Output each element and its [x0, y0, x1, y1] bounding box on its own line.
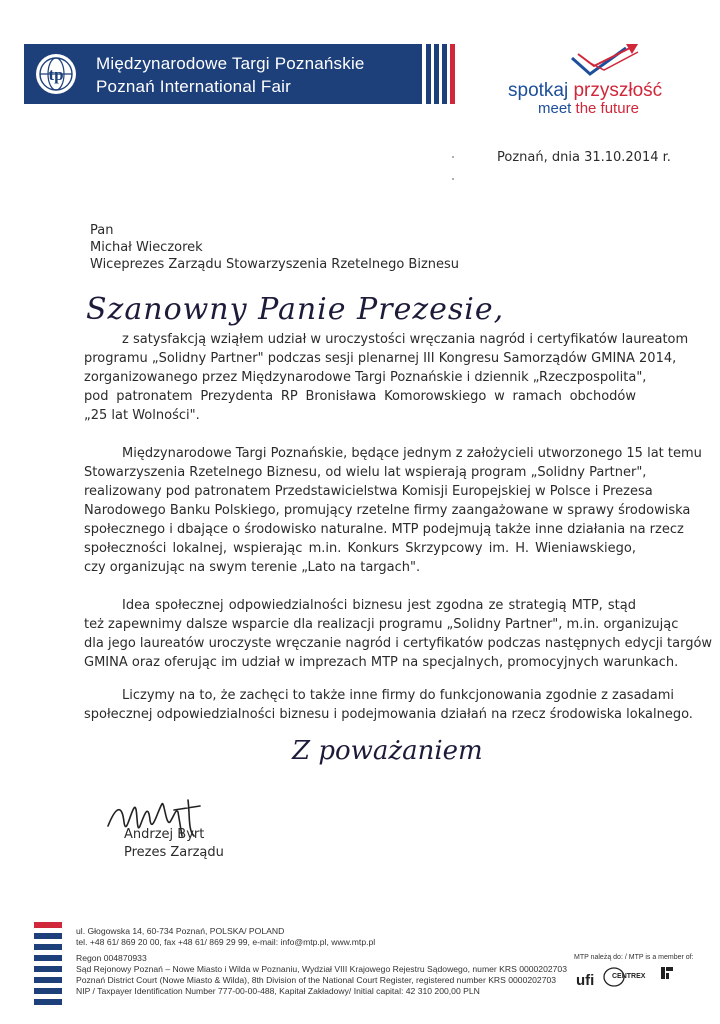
org-name-pl: Międzynarodowe Targi Poznańskie: [96, 54, 365, 73]
slogan-logo: [508, 44, 688, 117]
org-name-en: Poznań International Fair: [96, 77, 291, 96]
stripe: [426, 44, 431, 104]
paragraph-1: [84, 330, 689, 425]
handwritten-closing: Z poważaniem: [292, 736, 483, 766]
footer-address: ul. Głogowska 14, 60-734 Poznań, POLSKA/ POLAND: [76, 926, 285, 936]
footer-bar: [34, 955, 62, 961]
paragraph-line: „25 lat Wolności".: [84, 408, 200, 423]
member-label: MTP należą do: / MTP is a member of:: [574, 954, 694, 961]
footer-bar: [34, 977, 62, 983]
check-arrow-icon: [568, 44, 678, 80]
paragraph-line: społecznej odpowiedzialności biznesu i podejmowania działań na rzecz środowiska lokalnego.: [84, 707, 693, 722]
stripe: [442, 44, 447, 104]
paragraph-line: realizowany pod patronatem Przedstawicielstwa Komisji Europejskiej w Polsce i Prezesa: [84, 484, 653, 499]
footer-bar: [34, 999, 62, 1005]
recipient-position: Wiceprezes Zarządu Stowarzyszenia Rzetelnego Biznesu: [90, 257, 460, 272]
footer-stripes: [34, 922, 62, 1010]
paragraph-line: GMINA oraz oferując im udział w imprezach MTP na specjalnych, promocyjnych warunkach.: [84, 655, 679, 670]
footer-bar: [34, 966, 62, 972]
recipient-block: [90, 222, 459, 273]
footer-nip: NIP / Taxpayer Identification Number 777-00-00-488, Kapitał Zakładowy/ Initial capital: 42 310 200,00 PLN: [76, 986, 480, 996]
ufi-logo: ufi: [576, 972, 595, 989]
header-stripes: [426, 44, 462, 104]
footer-bar: [34, 922, 62, 928]
paragraph-line: społecznego i dbające o środowisko naturalne. MTP podejmują także inne działania na rzecz: [84, 522, 684, 537]
paragraph-line: zorganizowanego przez Międzynarodowe Targi Poznańskie i dziennik „Rzeczpospolita",: [84, 370, 647, 385]
slogan-en-2: the future: [575, 100, 639, 117]
scan-speck: [452, 156, 454, 158]
mtp-globe-logo-icon: [34, 52, 78, 96]
footer-contact: tel. +48 61/ 869 20 00, fax +48 61/ 869 29 99, e-mail: info@mtp.pl, www.mtp.pl: [76, 937, 376, 947]
paragraph-line: z satysfakcją wziąłem udział w uroczystości wręczania nagród i certyfikatów laureatom: [122, 332, 689, 347]
scan-speck: [452, 178, 454, 180]
slogan-en-1: meet: [538, 100, 572, 117]
paragraph-line: Stowarzyszenia Rzetelnego Biznesu, od wielu lat wspierają program „Solidny Partner",: [84, 465, 647, 480]
slogan-pl: [508, 80, 662, 102]
footer-regon: Regon 004870933: [76, 953, 147, 963]
paragraph-3: [84, 596, 713, 672]
handwritten-salutation: Szanowny Panie Prezesie,: [86, 292, 505, 327]
header-banner: [24, 44, 422, 104]
paragraph-line: Liczymy na to, że zachęci to także inne firmy do funkcjonowania zgodnie z zasadami: [122, 688, 675, 703]
footer-info: [76, 926, 567, 997]
letter-date: Poznań, dnia 31.10.2014 r.: [497, 150, 671, 165]
slogan-pl-1: spotkaj: [508, 80, 569, 101]
paragraph-2: [84, 444, 702, 577]
paragraph-4: [84, 686, 693, 724]
footer-court-pl: Sąd Rejonowy Poznań – Nowe Miasto i Wilda w Poznaniu, Wydział VIII Krajowego Rejestru Sądowego, numer KRS 0000202703: [76, 964, 567, 974]
paragraph-line: pod patronatem Prezydenta RP Bronisława Komorowskiego w ramach obchodów: [84, 389, 636, 404]
signer-title: Prezes Zarządu: [124, 845, 224, 860]
stripe: [434, 44, 439, 104]
recipient-title: Pan: [90, 223, 114, 238]
logo-letters: tp: [48, 65, 64, 84]
footer-bar: [34, 988, 62, 994]
footer-bar: [34, 933, 62, 939]
paragraph-line: czy organizując na swym terenie „Lato na targach".: [84, 560, 421, 575]
signer-block: [124, 826, 224, 862]
pip-logo-icon: [660, 966, 674, 980]
paragraph-line: społeczności lokalnej, wspierając m.in. Konkurs Skrzypcowy im. H. Wieniawskiego,: [84, 541, 636, 556]
slogan-en: [538, 100, 639, 117]
paragraph-line: Narodowego Banku Polskiego, promujący rzetelne firmy zaangażowane w sprawy środowiska: [84, 503, 691, 518]
footer-court-en: Poznań District Court (Nowe Miasto & Wilda), 8th Division of the National Court Register, registered number KRS 0000202703: [76, 975, 557, 985]
paragraph-line: Międzynarodowe Targi Poznańskie, będące jednym z założycieli utworzonego 15 lat temu: [122, 446, 702, 461]
stripe: [450, 44, 455, 104]
paragraph-line: programu „Solidny Partner" podczas sesji plenarnej III Kongresu Samorządów GMINA 2014,: [84, 351, 677, 366]
paragraph-line: dla jego laureatów uroczyste wręczanie nagród i certyfikatów podczas następnych edycji targów: [84, 636, 713, 651]
slogan-pl-2: przyszłość: [573, 80, 663, 101]
footer-bar: [34, 944, 62, 950]
signer-name: Andrzej Byrt: [124, 827, 205, 842]
recipient-name: Michał Wieczorek: [90, 240, 203, 255]
paragraph-line: też zapewnimy dalsze wsparcie dla realizacji programu „Solidny Partner", m.in. organizując: [84, 617, 679, 632]
paragraph-line: Idea społecznej odpowiedzialności biznesu jest zgodna ze strategią MTP, stąd: [122, 598, 636, 613]
centrex-label: CENTREX: [612, 973, 646, 980]
